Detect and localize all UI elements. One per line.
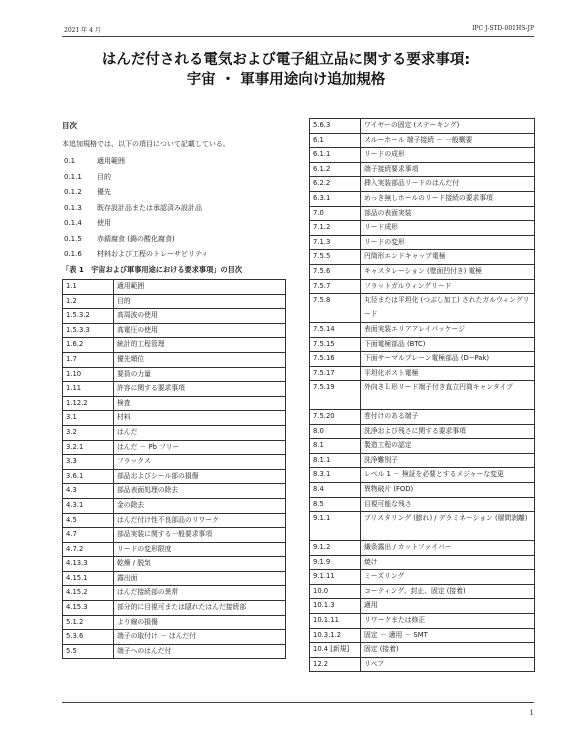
page-title xyxy=(0,50,572,90)
section-number: 1.5.3.2 xyxy=(63,309,114,324)
section-title: 固定 － 適用 － SMT xyxy=(361,628,535,643)
section-title: レベル 1 － 検証を必要とするメジャーな変更 xyxy=(361,468,535,483)
table-row xyxy=(310,541,535,556)
section-title: リード成形 xyxy=(361,221,535,236)
section-number: 4.7 xyxy=(63,528,114,543)
table-row xyxy=(310,366,535,381)
section-title: 洗浄難別子 xyxy=(361,453,535,468)
section-title: 固定 (接着) xyxy=(361,643,535,658)
section-number: 7.1.2 xyxy=(310,221,361,236)
table-row xyxy=(310,512,535,541)
section-number: 1.10 xyxy=(63,367,114,382)
toc-item-label: 使用 xyxy=(97,219,111,227)
header-date: 2021 年 4 月 xyxy=(64,27,101,34)
table-row xyxy=(310,584,535,599)
table-row xyxy=(310,555,535,570)
table-row xyxy=(310,235,535,250)
section-number: 6.1.2 xyxy=(310,162,361,177)
section-number: 7.5.17 xyxy=(310,366,361,381)
section-number: 9.1.2 xyxy=(310,541,361,556)
table-row xyxy=(63,571,286,586)
section-number: 5.5 xyxy=(63,644,114,659)
toc-item xyxy=(62,232,292,248)
requirements-table-left xyxy=(62,279,286,659)
section-number: 4.15.2 xyxy=(63,586,114,601)
table-row xyxy=(63,586,286,601)
table-row xyxy=(63,630,286,645)
section-title: 巻付けのある端子 xyxy=(361,410,535,425)
section-title: ミーズリング xyxy=(361,570,535,585)
section-number: 6.3.1 xyxy=(310,191,361,206)
section-title: 適用範囲 xyxy=(114,280,286,295)
section-number: 8.3.1 xyxy=(310,468,361,483)
table-row xyxy=(310,628,535,643)
table-row xyxy=(63,294,286,309)
section-title: 円筒形エンドキャップ電極 xyxy=(361,250,535,265)
header-doc-id: IPC J-STD-001HS-JP xyxy=(472,25,534,32)
section-title: 高電圧の使用 xyxy=(114,323,286,338)
table-row xyxy=(63,323,286,338)
section-title: リードの成形 xyxy=(361,148,535,163)
table-row xyxy=(310,279,535,294)
section-number: 1.12.2 xyxy=(63,396,114,411)
section-title: 目視可能な残さ xyxy=(361,497,535,512)
section-number: 3.3 xyxy=(63,455,114,470)
toc-item xyxy=(62,170,292,186)
table-row xyxy=(63,542,286,557)
section-number: 7.5.15 xyxy=(310,337,361,352)
section-number: 10.0 xyxy=(310,584,361,599)
section-number: 8.1 xyxy=(310,439,361,454)
toc-item-number: 0.1.1 xyxy=(64,172,82,181)
section-title: スルーホール 端子接続 － 一般概要 xyxy=(361,133,535,148)
footer-rule xyxy=(62,702,534,703)
section-title: 部品およびシール部の損傷 xyxy=(114,469,286,484)
section-title: 露出面 xyxy=(114,571,286,586)
toc-item-number: 0.1.5 xyxy=(64,234,82,243)
section-title: キャスタレーション (壁面凹付き) 電極 xyxy=(361,264,535,279)
table-row xyxy=(310,148,535,163)
section-number: 1.5.3.3 xyxy=(63,323,114,338)
toc-item-number: 0.1.6 xyxy=(64,250,82,258)
table-row xyxy=(63,644,286,659)
toc-item-number: 0.1 xyxy=(64,157,76,165)
section-number: 8.5 xyxy=(310,497,361,512)
table-row xyxy=(310,381,535,410)
table-caption: 「表 1 宇宙および軍事用途における要求事項」の目次 xyxy=(62,265,243,274)
table-row xyxy=(310,206,535,221)
toc-item-label: 目的 xyxy=(97,172,111,181)
section-number: 4.7.2 xyxy=(63,542,114,557)
section-title: 平坦化ポスト電極 xyxy=(361,366,535,381)
section-title: 部品表面処理の除去 xyxy=(114,484,286,499)
table-row xyxy=(63,528,286,543)
toc-heading: 目次 xyxy=(62,121,77,130)
section-number: 12.2 xyxy=(310,657,361,672)
section-number: 7.5.6 xyxy=(310,264,361,279)
page-number: 1 xyxy=(529,709,534,717)
section-number: 7.5.7 xyxy=(310,279,361,294)
toc-item-number: 0.1.4 xyxy=(64,219,82,227)
table-row xyxy=(63,440,286,455)
table-row xyxy=(63,484,286,499)
section-title: 丸径または平坦化 (つぶし加工) されたガルウィングリード xyxy=(361,294,535,323)
table-row xyxy=(310,119,535,134)
section-title: 部品実装に関する一般要求事項 xyxy=(114,528,286,543)
table-row xyxy=(63,396,286,411)
section-number: 5.3.6 xyxy=(63,630,114,645)
table-row xyxy=(310,614,535,629)
section-title: はんだ接続部の異常 xyxy=(114,586,286,601)
section-title: コーティング、封止、固定 (接着) xyxy=(361,584,535,599)
section-title: ブリスタリング (膨れ) / デラミネーション (層間剥離) xyxy=(361,512,535,541)
section-number: 4.15.1 xyxy=(63,571,114,586)
section-title: 乾燥 / 脱気 xyxy=(114,557,286,572)
toc-item xyxy=(62,247,292,263)
section-title: 端子へのはんだ付 xyxy=(114,644,286,659)
section-number: 1.11 xyxy=(63,382,114,397)
section-title: ワイヤーの固定 (ステーキング) xyxy=(361,119,535,134)
section-title: 部分的に目視可または隠れたはんだ接続部 xyxy=(114,601,286,616)
section-title: はんだ － Pb フリー xyxy=(114,440,286,455)
section-number: 6.1.1 xyxy=(310,148,361,163)
table-row xyxy=(310,264,535,279)
section-number: 1.7 xyxy=(63,352,114,367)
section-number: 3.6.1 xyxy=(63,469,114,484)
table-row xyxy=(63,601,286,616)
table-row xyxy=(63,382,286,397)
section-number: 1.2 xyxy=(63,294,114,309)
section-number: 7.5.14 xyxy=(310,322,361,337)
section-number: 10.4 [新規] xyxy=(310,643,361,658)
section-number: 4.13.3 xyxy=(63,557,114,572)
table-row xyxy=(310,643,535,658)
toc-item-number: 0.1.3 xyxy=(64,203,82,212)
table-row xyxy=(310,250,535,265)
section-title: 下面電極部品 (BTC) xyxy=(361,337,535,352)
section-title: 高周波の使用 xyxy=(114,309,286,324)
table-row xyxy=(310,162,535,177)
toc-item-label: 適用範囲 xyxy=(97,157,125,165)
section-title: 目的 xyxy=(114,294,286,309)
table-row xyxy=(63,557,286,572)
section-title: 表面実装エリアアレイパッケージ xyxy=(361,322,535,337)
table-row xyxy=(63,469,286,484)
section-number: 7.0 xyxy=(310,206,361,221)
section-title: 許容に関する要求事項 xyxy=(114,382,286,397)
section-number: 10.1.3 xyxy=(310,599,361,614)
table-row xyxy=(310,294,535,323)
toc-item-label: 赤錆腐食 (錫の酸化腐食) xyxy=(97,234,175,243)
table-row xyxy=(63,425,286,440)
table-row xyxy=(310,177,535,192)
section-title: 適用 xyxy=(361,599,535,614)
section-number: 4.3.1 xyxy=(63,498,114,513)
table-row xyxy=(310,468,535,483)
section-title: より線の損傷 xyxy=(114,615,286,630)
table-row xyxy=(310,453,535,468)
section-title: 端子の取付け － はんだ付 xyxy=(114,630,286,645)
table-row xyxy=(63,338,286,353)
section-number: 7.1.3 xyxy=(310,235,361,250)
table-row xyxy=(310,599,535,614)
section-number: 7.5.20 xyxy=(310,410,361,425)
section-title: 洗浄および残さに関する要求事項 xyxy=(361,424,535,439)
title-line-1: はんだ付される電気および電子組立品に関する要求事項: xyxy=(101,52,471,68)
section-number: 3.2 xyxy=(63,425,114,440)
table-row xyxy=(310,133,535,148)
section-title: はんだ xyxy=(114,425,286,440)
table-row xyxy=(310,221,535,236)
section-number: 8.0 xyxy=(310,424,361,439)
table-row xyxy=(63,309,286,324)
section-title: フラットガルウィングリード xyxy=(361,279,535,294)
section-number: 4.15.3 xyxy=(63,601,114,616)
toc-item xyxy=(62,216,292,232)
toc-item-number: 0.1.2 xyxy=(64,188,82,196)
table-row xyxy=(310,483,535,498)
table-row xyxy=(310,424,535,439)
section-title: リードの変形限度 xyxy=(114,542,286,557)
section-title: 挿入実装部品リードのはんだ付 xyxy=(361,177,535,192)
section-title: 要員の力量 xyxy=(114,367,286,382)
table-row xyxy=(63,513,286,528)
section-number: 5.1.2 xyxy=(63,615,114,630)
section-title: 焼け xyxy=(361,555,535,570)
section-number: 10.3.1.2 xyxy=(310,628,361,643)
table-row xyxy=(310,322,535,337)
section-number: 6.2.2 xyxy=(310,177,361,192)
toc-item-label: 既存設計品または承認済み設計品 xyxy=(97,203,202,212)
table-row xyxy=(310,352,535,367)
section-title: 端子接続要求事項 xyxy=(361,162,535,177)
table-row xyxy=(310,497,535,512)
section-title: はんだ付け性不良部品のリワーク xyxy=(114,513,286,528)
table-row xyxy=(63,615,286,630)
table-row xyxy=(63,498,286,513)
section-title: 下面サーマルプレーン電極部品 (D−Pak) xyxy=(361,352,535,367)
table-row xyxy=(310,337,535,352)
section-title: 材料 xyxy=(114,411,286,426)
section-number: 1.1 xyxy=(63,280,114,295)
table-row xyxy=(310,191,535,206)
table-row xyxy=(63,352,286,367)
section-title: 部品の表面実装 xyxy=(361,206,535,221)
section-title: 繊条露出 / カットファイバー xyxy=(361,541,535,556)
title-line-2: 宇宙 ・ 軍事用途向け追加規格 xyxy=(186,72,386,88)
table-row xyxy=(63,411,286,426)
section-number: 8.4 xyxy=(310,483,361,498)
section-number: 7.5.16 xyxy=(310,352,361,367)
section-number: 1.6.2 xyxy=(63,338,114,353)
toc-intro: 本追加規格では、以下の項目について記載している。 xyxy=(62,140,230,148)
section-number: 6.1 xyxy=(310,133,361,148)
section-number: 9.1.9 xyxy=(310,555,361,570)
section-title: 検査 xyxy=(114,396,286,411)
section-number: 7.5.19 xyxy=(310,381,361,410)
section-title: 製造工程の認定 xyxy=(361,439,535,454)
section-title: 優先順位 xyxy=(114,352,286,367)
section-title: リペア xyxy=(361,657,535,672)
section-title: 異物破片 (FOD) xyxy=(361,483,535,498)
toc-item xyxy=(62,185,292,201)
section-number: 9.1.1 xyxy=(310,512,361,541)
section-number: 3.2.1 xyxy=(63,440,114,455)
section-title: リワークまたは修正 xyxy=(361,614,535,629)
section-number: 4.3 xyxy=(63,484,114,499)
requirements-table-right xyxy=(309,118,535,672)
section-title: 金の除去 xyxy=(114,498,286,513)
section-title: フラックス xyxy=(114,455,286,470)
table-row xyxy=(63,280,286,295)
toc-item-label: 材料および工程のトレーサビリティ xyxy=(97,250,209,258)
toc-item-label: 優先 xyxy=(97,188,111,196)
toc-item xyxy=(62,201,292,217)
table-row xyxy=(310,657,535,672)
table-row xyxy=(310,439,535,454)
section-title: めっき無しホールのリード接続の要求事項 xyxy=(361,191,535,206)
section-number: 5.6.3 xyxy=(310,119,361,134)
toc-item xyxy=(62,154,292,170)
header-rule xyxy=(62,36,534,37)
section-number: 4.5 xyxy=(63,513,114,528)
section-title: 統計的工程管理 xyxy=(114,338,286,353)
table-row xyxy=(63,367,286,382)
table-row xyxy=(63,455,286,470)
section-title: リードの変形 xyxy=(361,235,535,250)
section-number: 9.1.11 xyxy=(310,570,361,585)
section-number: 7.5.8 xyxy=(310,294,361,323)
toc-list xyxy=(62,154,292,263)
table-row xyxy=(310,570,535,585)
section-title: 外向きＬ形リード端子付き直立円筒キャンタイプ xyxy=(361,381,535,410)
section-number: 10.1.11 xyxy=(310,614,361,629)
section-number: 3.1 xyxy=(63,411,114,426)
section-number: 7.5.5 xyxy=(310,250,361,265)
table-row xyxy=(310,410,535,425)
section-number: 8.1.1 xyxy=(310,453,361,468)
